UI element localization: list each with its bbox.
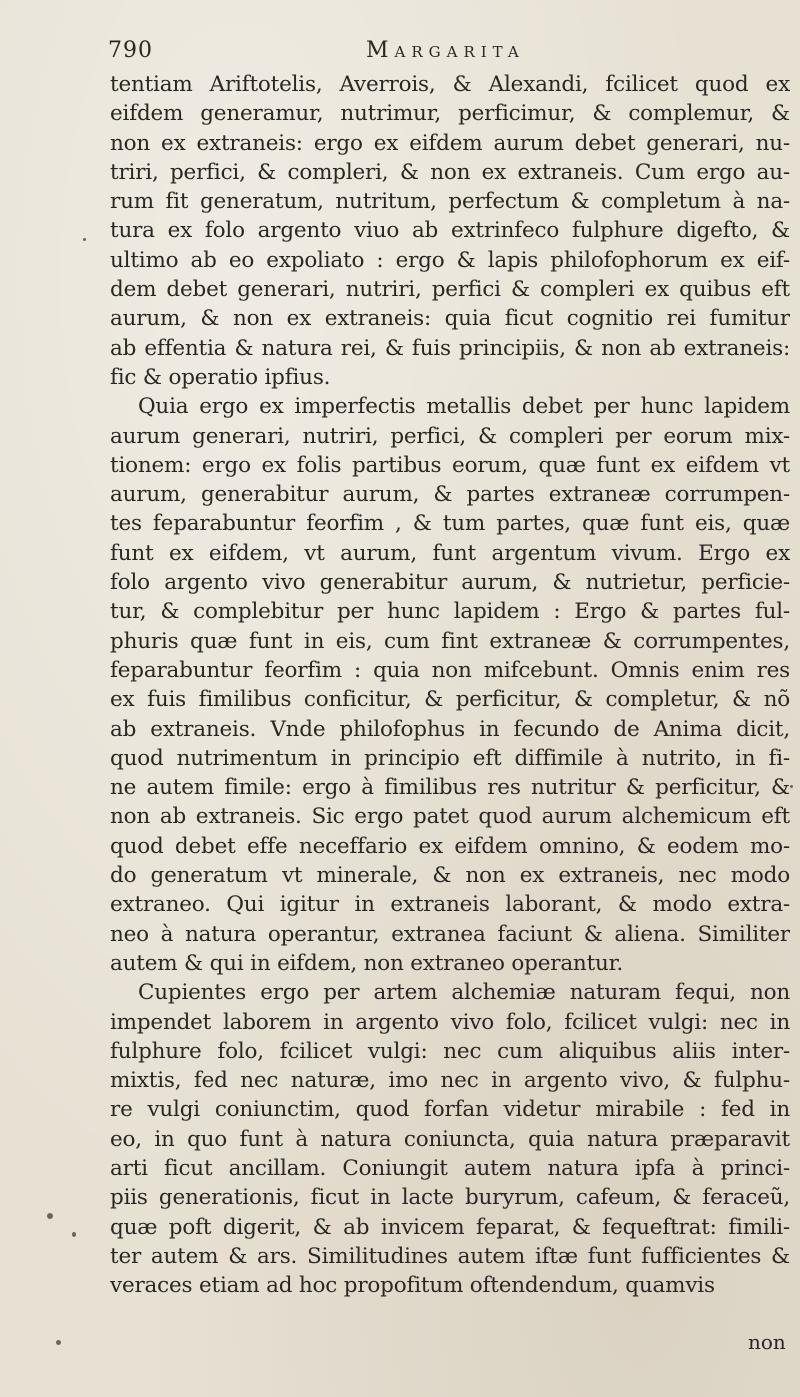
text-line: impendet laborem in argento vivo folo, fcilicet vulgi: nec in [110, 1009, 790, 1035]
page-number: 790 [108, 38, 153, 63]
paper-speck [56, 1340, 61, 1345]
paper-speck [83, 238, 86, 241]
text-line: ne autem fimile: ergo à fimilibus res nutritur & perficitur, & [110, 775, 790, 801]
text-line: autem & qui in eifdem, non extraneo operantur. [110, 950, 624, 976]
text-line: quæ poft digerit, & ab invicem feparat, & fequeftrat: fimili- [110, 1214, 790, 1240]
text-line: do generatum vt minerale, & non ex extraneis, nec modo [110, 863, 790, 889]
text-line: ab effentia & natura rei, & fuis principiis, & non ab extraneis: [110, 335, 790, 361]
text-line: tionem: ergo ex folis partibus eorum, quæ funt ex eifdem vt [110, 452, 790, 478]
text-line: rum fit generatum, nutritum, perfectum & completum à na- [110, 189, 790, 215]
text-line: non ex extraneis: ergo ex eifdem aurum debet generari, nu- [110, 130, 790, 156]
text-line: mixtis, fed nec naturæ, imo nec in argento vivo, & fulphu- [110, 1068, 790, 1094]
text-line: dem debet generari, nutriri, perfici & compleri ex quibus eft [110, 277, 790, 303]
text-line: triri, perfici, & compleri, & non ex extraneis. Cum ergo au- [110, 159, 790, 185]
text-line: quod debet effe neceffario ex eifdem omnino, & eodem mo- [110, 833, 790, 859]
text-line: arti ficut ancillam. Coniungit autem natura ipfa à princi- [110, 1155, 790, 1181]
body-text [110, 70, 790, 1300]
text-line: eo, in quo funt à natura coniuncta, quia natura præparavit [110, 1126, 790, 1152]
text-line: re vulgi coniunctim, quod forfan videtur mirabile : fed in [110, 1097, 790, 1123]
text-line: eifdem generamur, nutrimur, perficimur, & complemur, & [110, 101, 790, 127]
text-line: phuris quæ funt in eis, cum fint extraneæ & corrumpentes, [110, 628, 790, 654]
text-line: ex fuis fimilibus conficitur, & perficitur, & completur, & nõ [110, 687, 790, 713]
text-line: aurum generari, nutriri, perfici, & compleri per eorum mix- [110, 423, 790, 449]
catchword: non [748, 1330, 786, 1354]
text-line: ab extraneis. Vnde philofophus in fecundo de Anima dicit, [110, 716, 790, 742]
text-line: tur, & complebitur per hunc lapidem : Ergo & partes ful- [110, 599, 790, 625]
text-line: quod nutrimentum in principio eft diffimile à nutrito, in fi- [110, 745, 790, 771]
page-header [108, 38, 708, 64]
text-line: ultimo ab eo expoliato : ergo & lapis philofophorum ex eif- [110, 247, 790, 273]
text-line: extraneo. Qui igitur in extraneis laborant, & modo extra- [110, 892, 790, 918]
text-line: tura ex folo argento viuo ab extrinfeco fulphure digefto, & [110, 218, 790, 244]
text-line: feparabuntur feorfim : quia non mifcebunt. Omnis enim res [110, 657, 790, 683]
paper-speck [72, 1232, 76, 1237]
text-line: non ab extraneis. Sic ergo patet quod aurum alchemicum eft [110, 804, 790, 830]
text-line: aurum, & non ex extraneis: quia ficut cognitio rei fumitur [110, 306, 790, 332]
text-line: ter autem & ars. Similitudines autem iftæ funt fufficientes & [110, 1243, 790, 1269]
text-line: neo à natura operantur, extranea faciunt & aliena. Similiter [110, 921, 790, 947]
text-line: tentiam Ariftotelis, Averrois, & Alexandi, fcilicet quod ex [110, 72, 790, 97]
text-line: fic & operatio ipfius. [110, 364, 331, 390]
paper-speck [790, 785, 793, 788]
text-line: aurum, generabitur aurum, & partes extraneæ corrumpen- [110, 482, 790, 508]
text-line: fulphure folo, fcilicet vulgi: nec cum aliquibus aliis inter- [110, 1038, 790, 1064]
text-line: veraces etiam ad hoc propofitum oftendendum, quamvis [110, 1273, 715, 1299]
running-head: Margarita [366, 38, 525, 63]
text-line: tes feparabuntur feorfim , & tum partes, quæ funt eis, quæ [110, 511, 790, 537]
text-line: piis generationis, ficut in lacte buryrum, cafeum, & feraceũ, [110, 1185, 790, 1211]
text-line: folo argento vivo generabitur aurum, & nutrietur, perficie- [110, 570, 790, 596]
text-line: Quia ergo ex imperfectis metallis debet per hunc lapidem [138, 394, 790, 420]
text-line: funt ex eifdem, vt aurum, funt argentum vivum. Ergo ex [110, 540, 790, 566]
paper-speck [47, 1213, 53, 1219]
text-line: Cupientes ergo per artem alchemiæ naturam fequi, non [138, 980, 790, 1006]
